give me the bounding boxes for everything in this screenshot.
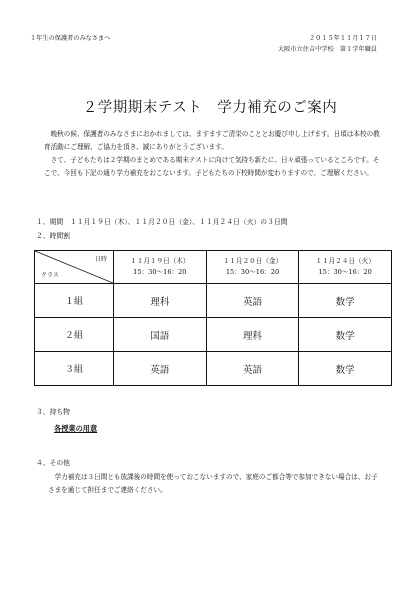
column-date: １１月２０日（金）: [222, 257, 283, 265]
subject-cell: 英語: [206, 352, 299, 386]
subject-cell: 国語: [114, 318, 207, 352]
greeting-body: [44, 128, 384, 180]
issue-date: ２０１５年１１月１７日: [308, 35, 377, 42]
corner-label-datetime: 日時: [94, 256, 107, 263]
corner-label-class: クラス: [41, 272, 59, 279]
table-row: [35, 284, 392, 318]
recipient-line: １年生の保護者のみなさまへ: [30, 35, 111, 42]
table-row: [35, 352, 392, 386]
class-label: １組: [35, 284, 114, 318]
subject-cell: 数学: [299, 352, 392, 386]
section-period: １、期間 １１月１９日（木）、１１月２０日（金）、１１月２４日（火）の３日間: [36, 218, 288, 226]
section-other: ４、その他: [36, 459, 70, 467]
column-header-day3: [299, 251, 392, 284]
column-time: 15：30～16：20: [318, 268, 372, 276]
timetable-corner-cell: [35, 251, 114, 284]
greeting-paragraph-1: 晩秋の候、保護者のみなさまにおかれましては、ますますご清栄のこととお慶び申し上げます。日頃は本校の教育活動にご理解、ご協力を頂き、誠にありがとうございます。: [44, 130, 380, 151]
section-timetable: ２、時間割: [36, 232, 70, 240]
column-date: １１月２４日（火）: [315, 257, 375, 265]
timetable-header-row: [35, 251, 392, 284]
section-belongings: ３、持ち物: [36, 408, 70, 416]
subject-cell: 理科: [114, 284, 207, 318]
column-time: 15：30～16：20: [225, 268, 280, 276]
class-label: ２組: [35, 318, 114, 352]
column-date: １１月１９日（木）: [130, 257, 190, 265]
subject-cell: 数学: [299, 318, 392, 352]
sender-line: 大阪市立住吉中学校 第１学年職員: [278, 46, 377, 53]
subject-cell: 英語: [206, 284, 299, 318]
column-header-day1: [114, 251, 207, 284]
subject-cell: 数学: [299, 284, 392, 318]
supplies-item: 各授業の用意: [54, 424, 98, 433]
greeting-paragraph-2: さて、子どもたちは２学期のまとめである期末テストに向けて気持ち新たに、日々頑張っているところです。そこで、今回も下記の通り学力補充をおこないます。子どもたちの下校時間が変わりますので、ご理解ください。: [44, 156, 380, 177]
table-row: [35, 318, 392, 352]
subject-cell: 英語: [114, 352, 207, 386]
other-note: 学力補充は３日間とも放課後の時間を使っておこないますので、家庭のご都合等で参加できない場合は、お子さまを通じて担任までご連絡ください。: [48, 473, 378, 494]
document-title: ２学期期末テスト 学力補充のご案内: [82, 100, 338, 116]
column-time: 15：30～16：20: [133, 268, 187, 276]
column-header-day2: [206, 251, 299, 284]
class-label: ３組: [35, 352, 114, 386]
timetable: [34, 250, 392, 386]
subject-cell: 理科: [206, 318, 299, 352]
